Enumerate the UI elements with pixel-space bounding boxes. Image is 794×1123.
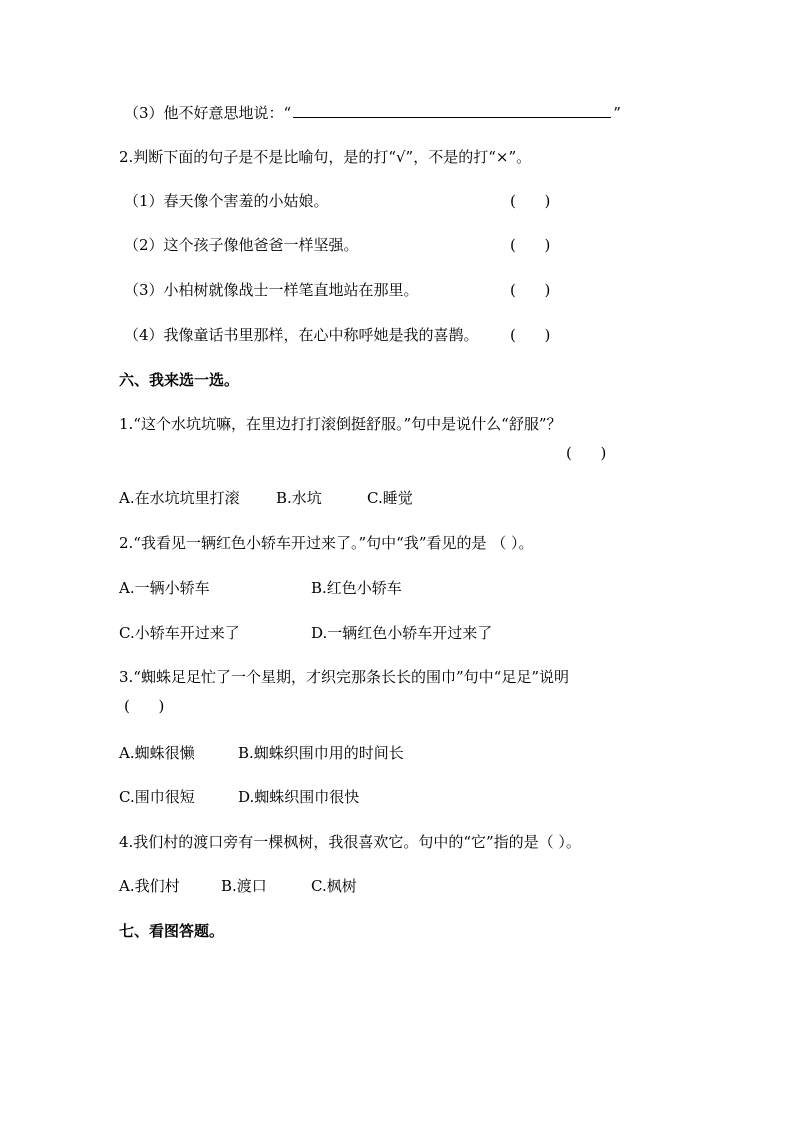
- q2-item-1: （1）春天像个害羞的小姑娘。: [124, 192, 329, 210]
- s6-q1-option-b[interactable]: B.水坑: [276, 489, 322, 507]
- s6-q3-option-d[interactable]: D.蜘蛛织围巾很快: [238, 788, 360, 806]
- s6-q3-option-b[interactable]: B.蜘蛛织围巾用的时间长: [238, 744, 404, 762]
- q3-suffix: ”: [613, 104, 621, 122]
- s6-q4-option-a[interactable]: A.我们村: [119, 877, 180, 895]
- section6-heading: 六、我来选一选。: [119, 371, 240, 389]
- s6-q4-text: 4.我们村的渡口旁有一棵枫树，我很喜欢它。句中的“它”指的是（ ）。: [119, 833, 581, 851]
- s6-q2-option-d[interactable]: D.一辆红色小轿车开过来了: [311, 624, 493, 642]
- q2-item-4: （4）我像童话书里那样，在心中称呼她是我的喜鹊。: [124, 326, 479, 344]
- s6-q1-answer-paren[interactable]: ( ): [566, 444, 607, 462]
- s6-q2-text: 2.“我看见一辆红色小轿车开过来了。”句中“我”看见的是 （ ）。: [119, 534, 534, 552]
- s6-q4-option-c[interactable]: C.枫树: [311, 877, 357, 895]
- q2-answer-paren-4[interactable]: ( ): [510, 326, 551, 344]
- q2-answer-paren-1[interactable]: ( ): [510, 192, 551, 210]
- q2-item-3: （3）小柏树就像战士一样笔直地站在那里。: [124, 281, 419, 299]
- q2-answer-paren-3[interactable]: ( ): [510, 281, 551, 299]
- answer-blank[interactable]: [293, 103, 611, 118]
- s6-q2-option-b[interactable]: B.红色小轿车: [311, 579, 402, 597]
- s6-q3-option-c[interactable]: C.围巾很短: [119, 788, 195, 806]
- q2-item-2: （2）这个孩子像他爸爸一样坚强。: [124, 236, 359, 254]
- s6-q2-option-c[interactable]: C.小轿车开过来了: [119, 624, 240, 642]
- s6-q3-text: 3.“蜘蛛足足忙了一个星期，才织完那条长长的围巾”句中“足足”说明: [119, 668, 569, 686]
- s6-q1-text: 1.“这个水坑坑嘛，在里边打打滚倒挺舒服。”句中是说什么“舒服”？: [119, 415, 562, 433]
- q3-prefix: （3）他不好意思地说：“: [124, 104, 292, 122]
- s6-q3-answer-paren[interactable]: ( ): [124, 697, 165, 715]
- section7-heading: 七、看图答题。: [119, 922, 225, 940]
- s6-q1-option-c[interactable]: C.睡觉: [367, 489, 413, 507]
- q2-title: 2.判断下面的句子是不是比喻句，是的打“√”，不是的打“×”。: [119, 148, 532, 166]
- s6-q1-option-a[interactable]: A.在水坑坑里打滚: [119, 489, 240, 507]
- s6-q2-option-a[interactable]: A.一辆小轿车: [119, 579, 210, 597]
- q2-answer-paren-2[interactable]: ( ): [510, 236, 551, 254]
- s6-q4-option-b[interactable]: B.渡口: [221, 877, 267, 895]
- q3-fill-line: [124, 103, 621, 122]
- s6-q3-option-a[interactable]: A.蜘蛛很懒: [119, 744, 195, 762]
